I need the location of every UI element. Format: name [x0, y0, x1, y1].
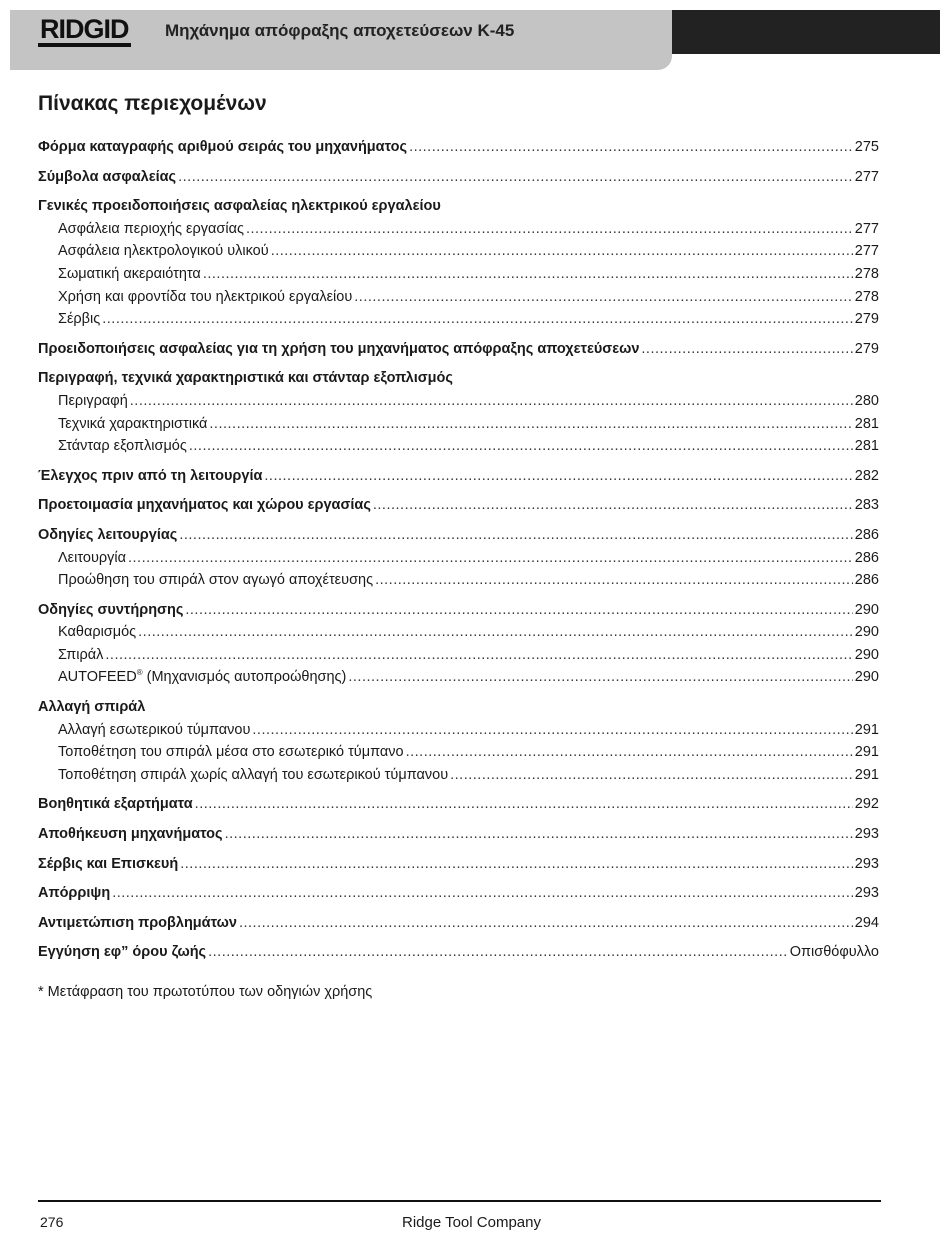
- toc-label-main: AUTOFEED: [58, 669, 137, 686]
- toc-leader: [208, 941, 788, 964]
- toc-leader: [225, 823, 853, 846]
- toc-label: Ασφάλεια περιοχής εργασίας: [58, 220, 244, 237]
- toc-entry[interactable]: [38, 136, 879, 159]
- toc-entry[interactable]: [38, 599, 879, 622]
- toc-page: 281: [854, 438, 879, 455]
- table-of-contents: [38, 136, 879, 964]
- toc-page: 275: [854, 139, 879, 155]
- toc-entry[interactable]: [38, 912, 879, 935]
- toc-subentry[interactable]: [38, 644, 879, 667]
- toc-label: Προετοιμασία μηχανήματος και χώρου εργασίας: [38, 497, 371, 514]
- toc-label: Περιγραφή: [58, 392, 128, 409]
- toc-page: 290: [854, 601, 879, 618]
- toc-page: 281: [854, 415, 879, 432]
- toc-leader: [105, 644, 852, 667]
- footer-page-number: 276: [40, 1214, 64, 1230]
- toc-subentry[interactable]: [38, 308, 879, 331]
- toc-label: Περιγραφή, τεχνικά χαρακτηριστικά και στάνταρ εξοπλισμός: [38, 370, 453, 387]
- toc-leader: [348, 666, 852, 689]
- toc-page: 286: [854, 549, 879, 566]
- toc-leader: [185, 599, 852, 622]
- toc-leader: [406, 741, 853, 764]
- toc-leader: [179, 524, 852, 547]
- toc-subentry[interactable]: [38, 569, 879, 592]
- toc-leader: [641, 338, 852, 361]
- toc-subentry[interactable]: [38, 390, 879, 413]
- toc-label: Σέρβις και Επισκευή: [38, 855, 179, 872]
- toc-leader: [203, 263, 853, 286]
- toc-page: 283: [854, 497, 879, 514]
- toc-entry[interactable]: [38, 338, 879, 361]
- toc-leader: [271, 240, 853, 263]
- translation-footnote: * Μετάφραση του πρωτοτύπου των οδηγιών χρήσης: [38, 984, 373, 1000]
- toc-label: Τοποθέτηση σπιράλ χωρίς αλλαγή του εσωτερικού τύμπανου: [58, 766, 449, 783]
- toc-page: 290: [854, 646, 879, 663]
- toc-section-heading[interactable]: [38, 696, 879, 719]
- toc-entry[interactable]: [38, 853, 879, 876]
- toc-label: Καθαρισμός: [58, 624, 137, 641]
- toc-label: Σύμβολα ασφαλείας: [38, 168, 177, 185]
- toc-page: 278: [854, 288, 879, 305]
- toc-subentry[interactable]: [38, 621, 879, 644]
- toc-entry[interactable]: [38, 793, 879, 816]
- toc-subentry[interactable]: [38, 719, 879, 742]
- toc-leader: [112, 882, 853, 905]
- toc-subentry[interactable]: [38, 666, 879, 689]
- toc-page: 290: [854, 624, 879, 641]
- toc-label: Εγγύηση εφ” όρου ζωής: [38, 944, 207, 961]
- toc-leader: [209, 413, 852, 436]
- toc-subentry[interactable]: [38, 413, 879, 436]
- toc-page: 277: [854, 243, 879, 260]
- toc-entry[interactable]: [38, 941, 879, 964]
- toc-page: 293: [854, 885, 879, 902]
- toc-label: Γενικές προειδοποιήσεις ασφαλείας ηλεκτρικού εργαλείου: [38, 198, 441, 215]
- toc-subentry[interactable]: [38, 218, 879, 241]
- toc-page: 278: [854, 265, 879, 282]
- toc-subentry[interactable]: [38, 435, 879, 458]
- toc-label: Προειδοποιήσεις ασφαλείας για τη χρήση του μηχανήματος απόφραξης αποχετεύσεων: [38, 340, 640, 357]
- toc-label: Προώθηση του σπιράλ στον αγωγό αποχέτευσης: [58, 572, 374, 589]
- toc-label-rest: (Μηχανισμός αυτοπροώθησης): [142, 669, 347, 686]
- toc-label: Λειτουργία: [58, 549, 126, 566]
- toc-page: 291: [854, 721, 879, 738]
- toc-leader: [189, 435, 853, 458]
- toc-label: Αποθήκευση μηχανήματος: [38, 826, 223, 843]
- toc-label: Χρήση και φροντίδα του ηλεκτρικού εργαλείου: [58, 288, 353, 305]
- toc-label: Ασφάλεια ηλεκτρολογικού υλικού: [58, 243, 269, 260]
- toc-page: 277: [854, 168, 879, 185]
- toc-label: Σπιράλ: [58, 646, 104, 663]
- toc-page: 279: [854, 340, 879, 357]
- toc-subentry[interactable]: [38, 286, 879, 309]
- toc-leader: [178, 166, 853, 189]
- toc-subentry[interactable]: [38, 547, 879, 570]
- toc-label: Οδηγίες συντήρησης: [38, 601, 184, 618]
- toc-leader: [375, 569, 853, 592]
- toc-subentry[interactable]: [38, 263, 879, 286]
- toc-leader: [138, 621, 853, 644]
- toc-entry[interactable]: [38, 494, 879, 517]
- toc-label: Αλλαγή σπιράλ: [38, 699, 146, 716]
- toc-leader: [252, 719, 852, 742]
- toc-leader: [354, 286, 853, 309]
- toc-label: Τεχνικά χαρακτηριστικά: [58, 415, 208, 432]
- toc-label: Οδηγίες λειτουργίας: [38, 526, 178, 543]
- footer-company-name: Ridge Tool Company: [402, 1214, 541, 1231]
- toc-label: Τοποθέτηση του σπιράλ μέσα στο εσωτερικό τύμπανο: [58, 744, 404, 761]
- toc-leader: [246, 218, 853, 241]
- toc-label: [58, 666, 346, 689]
- toc-label: Σωματική ακεραιότητα: [58, 265, 201, 282]
- header-bar: [10, 10, 940, 54]
- document-title: Μηχάνημα απόφραξης αποχετεύσεων K-45: [165, 21, 515, 40]
- toc-leader: [373, 494, 853, 517]
- toc-page: 286: [854, 526, 879, 543]
- toc-entry[interactable]: [38, 465, 879, 488]
- toc-entry[interactable]: [38, 524, 879, 547]
- toc-page: 286: [854, 572, 879, 589]
- toc-leader: [102, 308, 853, 331]
- toc-label: Βοηθητικά εξαρτήματα: [38, 796, 193, 813]
- toc-page: 291: [854, 744, 879, 761]
- toc-leader: [239, 912, 853, 935]
- toc-section-heading[interactable]: [38, 195, 879, 218]
- toc-subentry[interactable]: [38, 764, 879, 787]
- header-tab-shape: [10, 54, 672, 70]
- toc-entry[interactable]: [38, 823, 879, 846]
- toc-label: Αλλαγή εσωτερικού τύμπανου: [58, 721, 251, 738]
- toc-page: 280: [854, 392, 879, 409]
- toc-page: 290: [854, 669, 879, 686]
- toc-label: Φόρμα καταγραφής αριθμού σειράς του μηχανήματος: [38, 139, 408, 155]
- toc-subentry[interactable]: [38, 741, 879, 764]
- page-title: Πίνακας περιεχομένων: [38, 92, 267, 115]
- toc-page: 293: [854, 855, 879, 872]
- toc-label: Αντιμετώπιση προβλημάτων: [38, 914, 237, 931]
- toc-subentry[interactable]: [38, 240, 879, 263]
- toc-leader: [409, 136, 853, 159]
- toc-leader: [128, 547, 853, 570]
- toc-page: Οπισθόφυλλο: [789, 944, 879, 961]
- toc-page: 291: [854, 766, 879, 783]
- toc-leader: [180, 853, 853, 876]
- toc-page: 277: [854, 220, 879, 237]
- toc-entry[interactable]: [38, 882, 879, 905]
- ridgid-logo: RIDGID: [38, 16, 131, 47]
- toc-leader: [450, 764, 853, 787]
- toc-label: Σέρβις: [58, 311, 101, 328]
- toc-page: 293: [854, 826, 879, 843]
- header-black-band: [672, 10, 940, 54]
- toc-leader: [195, 793, 853, 816]
- toc-page: 294: [854, 914, 879, 931]
- toc-leader: [264, 465, 852, 488]
- registered-mark: ®: [136, 668, 143, 678]
- toc-label: Έλεγχος πριν από τη λειτουργία: [38, 467, 263, 484]
- toc-page: 279: [854, 311, 879, 328]
- toc-page: 282: [854, 467, 879, 484]
- toc-leader: [130, 390, 853, 413]
- toc-label: Στάνταρ εξοπλισμός: [58, 438, 187, 455]
- toc-section-heading[interactable]: [38, 367, 879, 390]
- footer-divider: [38, 1200, 881, 1202]
- toc-label: Απόρριψη: [38, 885, 111, 902]
- toc-entry[interactable]: [38, 166, 879, 189]
- toc-page: 292: [854, 796, 879, 813]
